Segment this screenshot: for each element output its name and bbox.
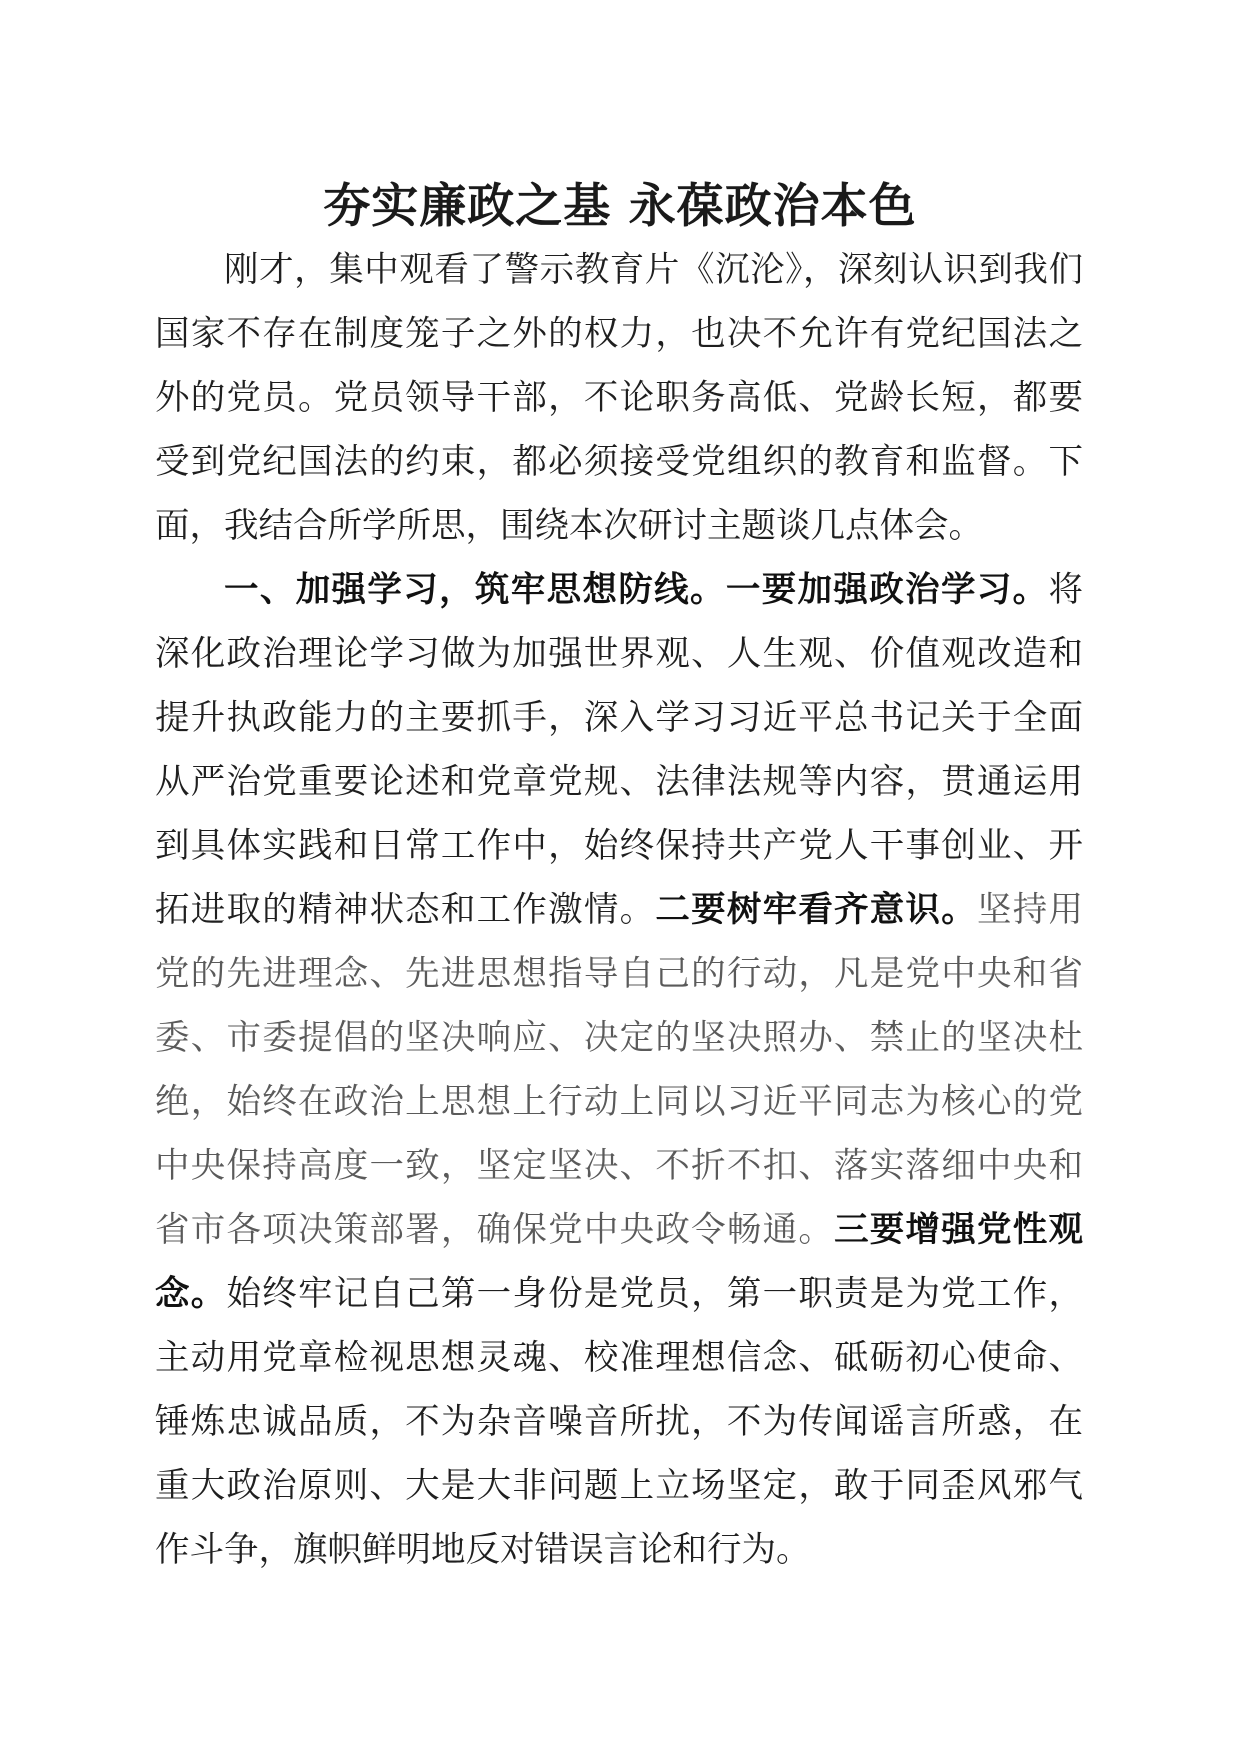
point-2-title: 二要树牢看齐意识。 (655, 890, 978, 930)
point-3-text: 始终牢记自己第一身份是党员，第一职责是为党工作，主动用党章检视思想灵魂、校准理想信念、砥砺初心使命、锤炼忠诚品质，不为杂音噪音所扰，不为传闻谣言所惑，在重大政治原则、大是大非问题上立场坚定，敢于同歪风邪气作斗争，旗帜鲜明地反对错误言论和行为。 (155, 1274, 1084, 1570)
point-1-text: 将深化政治理论学习做为加强世界观、人生观、价值观改造和提升执政能力的主要抓手，深入学习习近平总书记关于全面从严治党重要论述和党章党规、法律法规等内容，贯通运用到具体实践和日常工作中，始终保持共产党人干事创业、开拓进取的精神状态和工作激情。 (155, 570, 1084, 930)
point-2-text: 坚持用党的先进理念、先进思想指导自己的行动，凡是党中央和省委、市委提倡的坚决响应、决定的坚决照办、禁止的坚决杜绝，始终在政治上思想上行动上同以习近平同志为核心的党中央保持高度一致，坚定坚决、不折不扣、落实落细中央和省市各项决策部署，确保党中央政令畅通。 (155, 890, 1084, 1250)
point-3-title: 三要增强党性观念。 (155, 1210, 1084, 1314)
section-1-heading: 一、加强学习，筑牢思想防线。 (224, 570, 726, 610)
section-1-paragraph (155, 558, 1083, 1582)
intro-paragraph: 刚才，集中观看了警示教育片《沉沦》，深刻认识到我们国家不存在制度笼子之外的权力，也决不允许有党纪国法之外的党员。党员领导干部，不论职务高低、党龄长短，都要受到党纪国法的约束，都必须接受党组织的教育和监督。下面，我结合所学所思，围绕本次研讨主题谈几点体会。 (155, 250, 1083, 546)
document-body (155, 238, 1083, 1582)
point-1-title: 一要加强政治学习。 (725, 570, 1049, 610)
document-title: 夯实廉政之基 永葆政治本色 (323, 179, 917, 234)
